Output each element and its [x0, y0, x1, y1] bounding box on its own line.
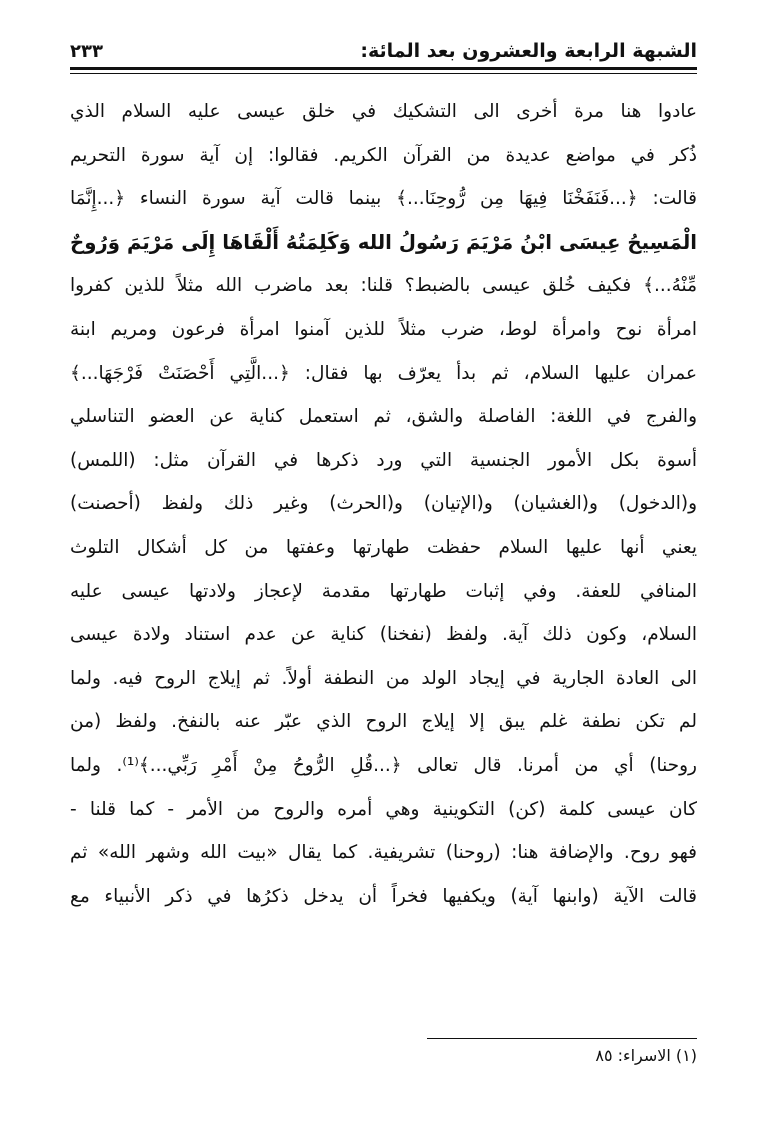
text-line: عادوا هنا مرة أخرى الى التشكيك في خلق عيسى عليه السلام الذي [70, 101, 697, 122]
text-line: روحنا) أي من أمرنا. قال تعالى ﴿...قُلِ الرُّوحُ مِنْ أَمْرِ رَبِّي...﴾⁽¹⁾. ولما [70, 754, 697, 776]
text-line: يعني أنها عليها السلام حفظت طهارتها وعفتها من كل أشكال التلوث [70, 536, 697, 558]
footnote-rule [427, 1038, 697, 1039]
header-rule-thin [70, 73, 697, 74]
header-rule-thick [70, 67, 697, 70]
text-line: أسوة بكل الأمور الجنسية التي ورد ذكرها في القرآن مثل: (اللمس) [70, 449, 697, 471]
text-line: امرأة نوح وامرأة لوط، ضرب مثلاً للذين آمنوا امرأة فرعون ومريم ابنة [70, 318, 697, 340]
text-line: والفرج في اللغة: الفاصلة والشق، ثم استعمل كناية عن العضو التناسلي [70, 406, 697, 428]
page-header [70, 28, 697, 62]
footnote: (١) الاسراء: ٨٥ [595, 1046, 697, 1065]
text-line: كان عيسى كلمة (كن) التكوينية وهي أمره والروح من الأمر - كما قلنا - [70, 798, 697, 820]
page-number: ٢٣٣ [70, 41, 103, 62]
text-line: المنافي للعفة. وفي إثبات طهارتها مقدمة لإعجاز ولادتها عيسى عليه [70, 580, 697, 602]
text-line: عمران عليها السلام، ثم بدأ يعرّف بها فقال: ﴿...الَّتِي أَحْصَنَتْ فَرْجَهَا...﴾ [70, 362, 697, 384]
running-title: الشبهة الرابعة والعشرون بعد المائة: [360, 40, 697, 62]
text-line: الى العادة الجارية في إيجاد الولد من النطفة أولاً. ثم إيلاج الروح فيه. ولما [70, 667, 697, 689]
text-line: الْمَسِيحُ عِيسَى ابْنُ مَرْيَمَ رَسُولُ الله وَكَلِمَتُهُ أَلْقَاهَا إِلَى مَرْيَمَ وَرُوحٌ [70, 230, 697, 254]
text-line: مِّنْهُ...﴾ فكيف خُلق عيسى بالضبط؟ قلنا: بعد ماضرب الله مثلاً للذين كفروا [70, 275, 697, 297]
text-line: السلام، وكون ذلك آية. ولفظ (نفخنا) كناية عن عدم استناد ولادة عيسى [70, 624, 697, 646]
text-line: ذُكر في مواضع عديدة من القرآن الكريم. فقالوا: إن آية سورة التحريم [70, 144, 697, 166]
text-line: فهو روح. والإضافة هنا: (روحنا) تشريفية. كما يقال «بيت الله وشهر الله» ثم [70, 842, 697, 864]
text-line: لم تكن نطفة غلم يبق إلا إيلاج الروح الذي عبّر عنه بالنفخ. ولفظ (من [70, 711, 697, 733]
text-line: قالت الآية (وابنها آية) ويكفيها فخراً أن يدخل ذكرُها في ذكر الأنبياء مع [70, 885, 697, 907]
text-line: قالت: ﴿...فَنَفَخْنَا فِيهَا مِن رُّوحِنَا...﴾ بينما قالت آية سورة النساء ﴿...إِنَّمَا [70, 188, 697, 210]
text-line: و(الدخول) و(الغشيان) و(الإتيان) و(الحرث) وغير ذلك ولفظ (أحصنت) [70, 493, 697, 515]
body-text [70, 90, 697, 918]
